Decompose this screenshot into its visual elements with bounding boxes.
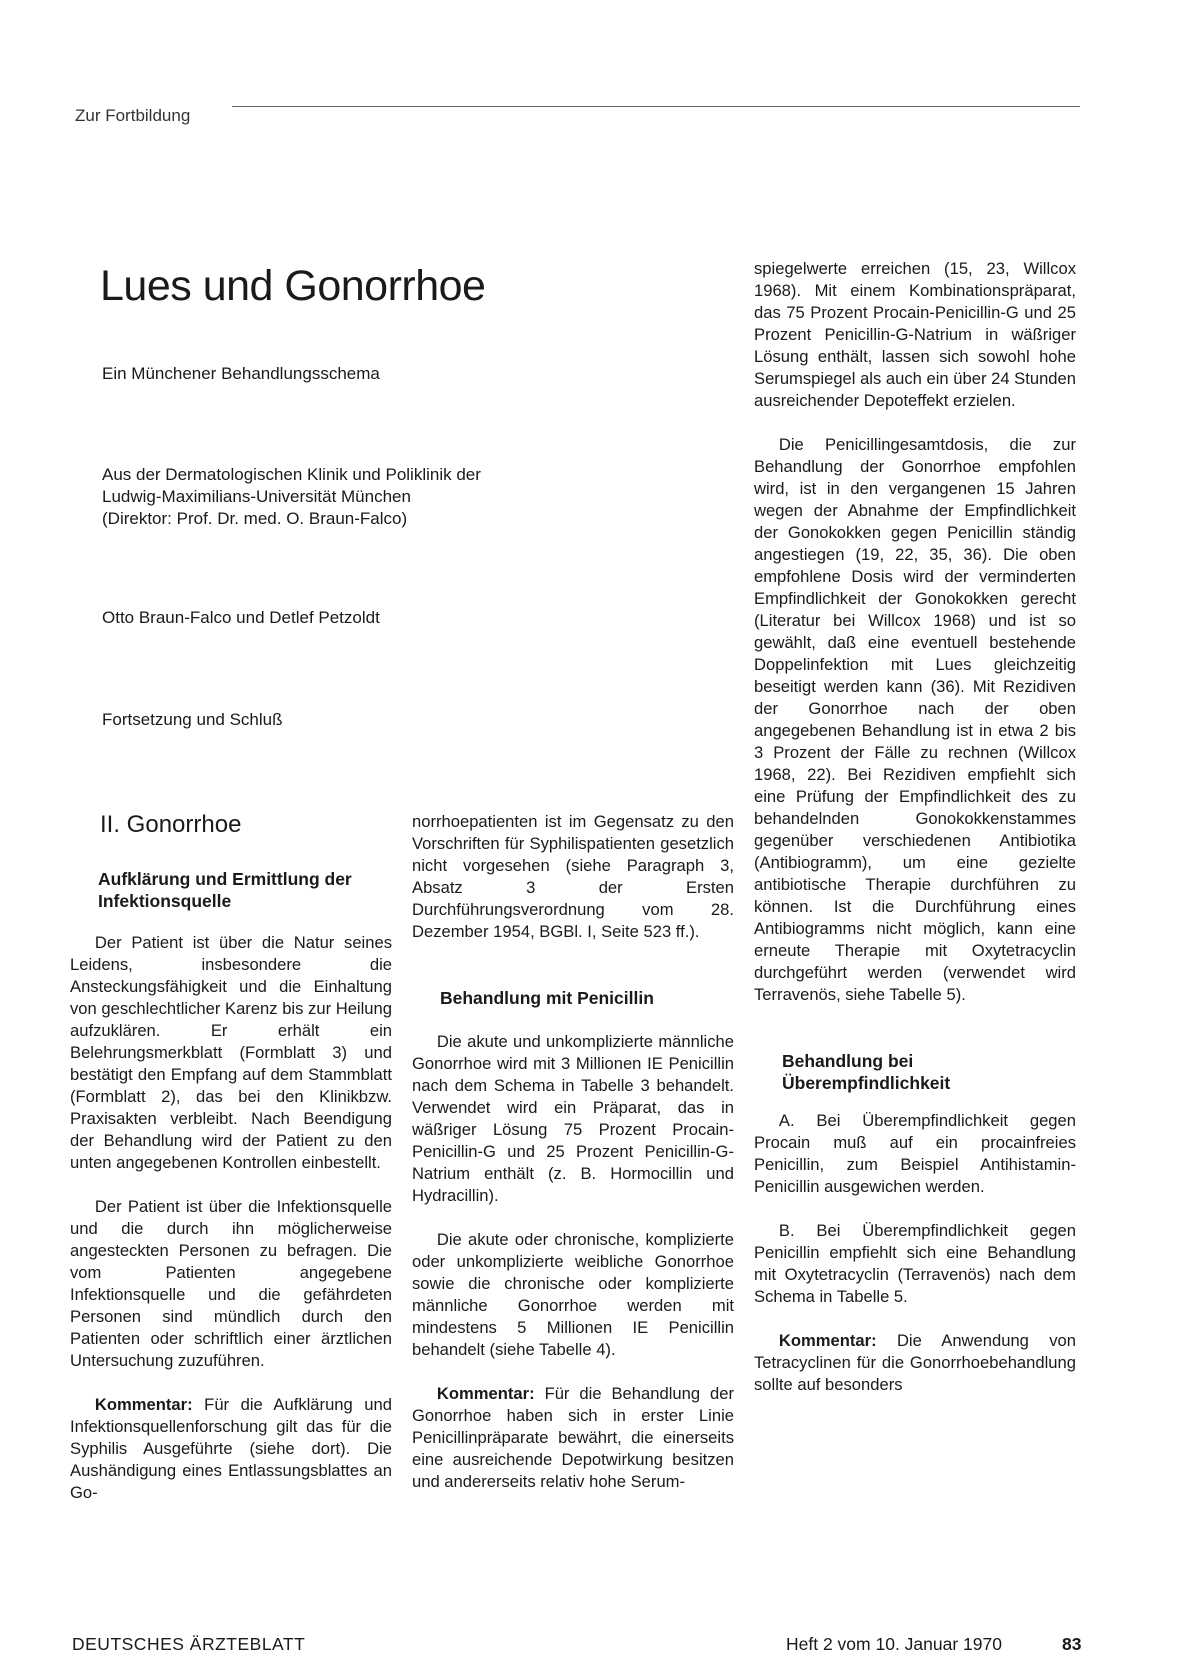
paragraph: Der Patient ist über die Natur seines Leidens, insbesondere die Ansteckungsfähigkeit und die Einhaltung von geschlechtlicher Karenz bis zur Heilung aufzuklären. Er erhält ein Belehrungsmerkblatt (Formblatt 3) und bestätigt den Empfang auf dem Stammblatt (Formblatt 2), das bei den Klinikbzw. Praxisakten verbleibt. Nach Beendigung der Behandlung wird der Patient zu den unten angegebenen Kontrollen einbestellt. (70, 933, 392, 1172)
comment-label: Kommentar: (436, 1384, 535, 1403)
issue-info: Heft 2 vom 10. Januar 1970 (786, 1634, 1002, 1654)
comment-label: Kommentar: (94, 1395, 193, 1414)
paragraph: B. Bei Überempfindlichkeit gegen Penicillin empfiehlt sich eine Behandlung mit Oxytetracyclin (Terravenös) nach dem Schema in Tabelle 5. (754, 1221, 1076, 1306)
paragraph: Die akute und unkomplizierte männliche Gonorrhoe wird mit 3 Millionen IE Penicillin nach dem Schema in Tabelle 3 behandelt. Verwendet wird ein Präparat, das in wäßriger Lösung 75 Prozent Procain-Penicillin-G und 25 Prozent Penicillin-G-Natrium enthält (z. B. Hormocillin und Hydracillin). (412, 1032, 734, 1205)
paragraph: Die akute oder chronische, komplizierte oder unkomplizierte weibliche Gonorrhoe sowie die chronische oder komplizierte männliche Gonorrhoe werden mit mindestens 5 Millionen IE Penicillin behandelt (siehe Tabelle 4). (412, 1230, 734, 1359)
page-number: 83 (1062, 1634, 1082, 1654)
paragraph: Die Penicillingesamtdosis, die zur Behandlung der Gonorrhoe empfohlen wird, ist in den vergangenen 15 Jahren wegen der Abnahme der Empfindlichkeit der Gonokokken gegen Penicillin ständig angestiegen (19, 22, 35, 36). Die oben empfohlene Dosis wird der verminderten Empfindlichkeit der Gonokokken gerecht (Literatur bei Willcox 1968) und ist so gewählt, daß eine eventuell bestehende Doppelinfektion mit Lues gleichzeitig beseitigt werden kann (36). Mit Rezidiven der Gonorrhoe nach der oben angegebenen Behandlung ist in etwa 2 bis 3 Prozent der Fälle zu rechnen (Willcox 1968, 22). Bei Rezidiven empfiehlt sich eine Prüfung der Empfindlichkeit des zu behandelnden Gonokokkenstammes gegenüber verschiedenen Antibiotika (Antibiogramm), um eine gezielte antibiotische Therapie durchführen zu können. Ist die Durchführung eines Antibiogramms nicht möglich, kann eine erneute Therapie mit Oxytetracyclin durchgeführt werden (verwendet wird Terravenös, siehe Tabelle 5). (754, 435, 1076, 1004)
header-rule (232, 106, 1080, 107)
column-3 (754, 258, 1076, 1396)
paragraph: Der Patient ist über die Infektionsquelle und die durch ihn möglicherweise angesteckten Personen zu befragen. Die vom Patienten angegebene Infektionsquelle und die gefährdeten Personen sind mündlich durch den Patienten oder schriftlich einer ärztlichen Untersuchung zuzuführen. (70, 1197, 392, 1370)
paragraph (70, 1394, 392, 1504)
article-title: Lues und Gonorrhoe (100, 262, 486, 310)
paragraph-text: Die Anwendung von Tetracyclinen für die Gonorrhoebehandlung sollte auf besonders (754, 1331, 1076, 1394)
section-label: Zur Fortbildung (75, 106, 191, 125)
subheading: Aufklärung und Ermittlung der Infektionsquelle (98, 869, 352, 911)
continuation-note: Fortsetzung und Schluß (102, 710, 283, 729)
paragraph-text: Für die Behandlung der Gonorrhoe haben sich in erster Linie Penicillinpräparate bewährt, die einerseits eine ausreichende Depotwirkung besitzen und andererseits relativ hohe Serum- (412, 1384, 734, 1491)
subheading: Behandlung bei Überempfindlichkeit (782, 1051, 951, 1093)
paragraph: spiegelwerte erreichen (15, 23, Willcox 1968). Mit einem Kombinationspräparat, das 75 Prozent Procain-Penicillin-G und 25 Prozent Penicillin-G-Natrium in wäßriger Lösung enthält, lassen sich sowohl hohe Serumspiegel als auch ein über 24 Stunden ausreichender Depoteffekt erzielen. (754, 259, 1076, 410)
paragraph (412, 1383, 734, 1493)
article-subtitle: Ein Münchener Behandlungsschema (102, 364, 380, 383)
paragraph-text: Für die Aufklärung und Infektionsquellenforschung gilt das für die Syphilis Ausgeführte (siehe dort). Die Aushändigung eines Entlassungsblattes an Go- (70, 1395, 392, 1502)
column-1 (70, 868, 392, 1504)
paragraph (754, 1330, 1076, 1396)
subheading: Behandlung mit Penicillin (440, 988, 654, 1008)
authors: Otto Braun-Falco und Detlef Petzoldt (102, 608, 380, 627)
journal-name: DEUTSCHES ÄRZTEBLATT (72, 1634, 306, 1654)
affiliation-line: Ludwig-Maximilians-Universität München (102, 487, 411, 506)
affiliation (102, 464, 622, 530)
column-2 (412, 811, 734, 1493)
comment-label: Kommentar: (778, 1331, 877, 1350)
paragraph: A. Bei Überempfindlichkeit gegen Procain muß auf ein procainfreies Penicillin, zum Beispiel Antihistamin-Penicillin ausgewichen werden. (754, 1111, 1076, 1196)
affiliation-line: (Direktor: Prof. Dr. med. O. Braun-Falco) (102, 509, 408, 528)
affiliation-line: Aus der Dermatologischen Klinik und Poliklinik der (102, 465, 481, 484)
paragraph: norrhoepatienten ist im Gegensatz zu den Vorschriften für Syphilispatienten gesetzlich nicht vorgesehen (siehe Paragraph 3, Absatz 3 der Ersten Durchführungsverordnung vom 28. Dezember 1954, BGBl. I, Seite 523 ff.). (412, 812, 734, 941)
section-title: II. Gonorrhoe (100, 811, 242, 838)
